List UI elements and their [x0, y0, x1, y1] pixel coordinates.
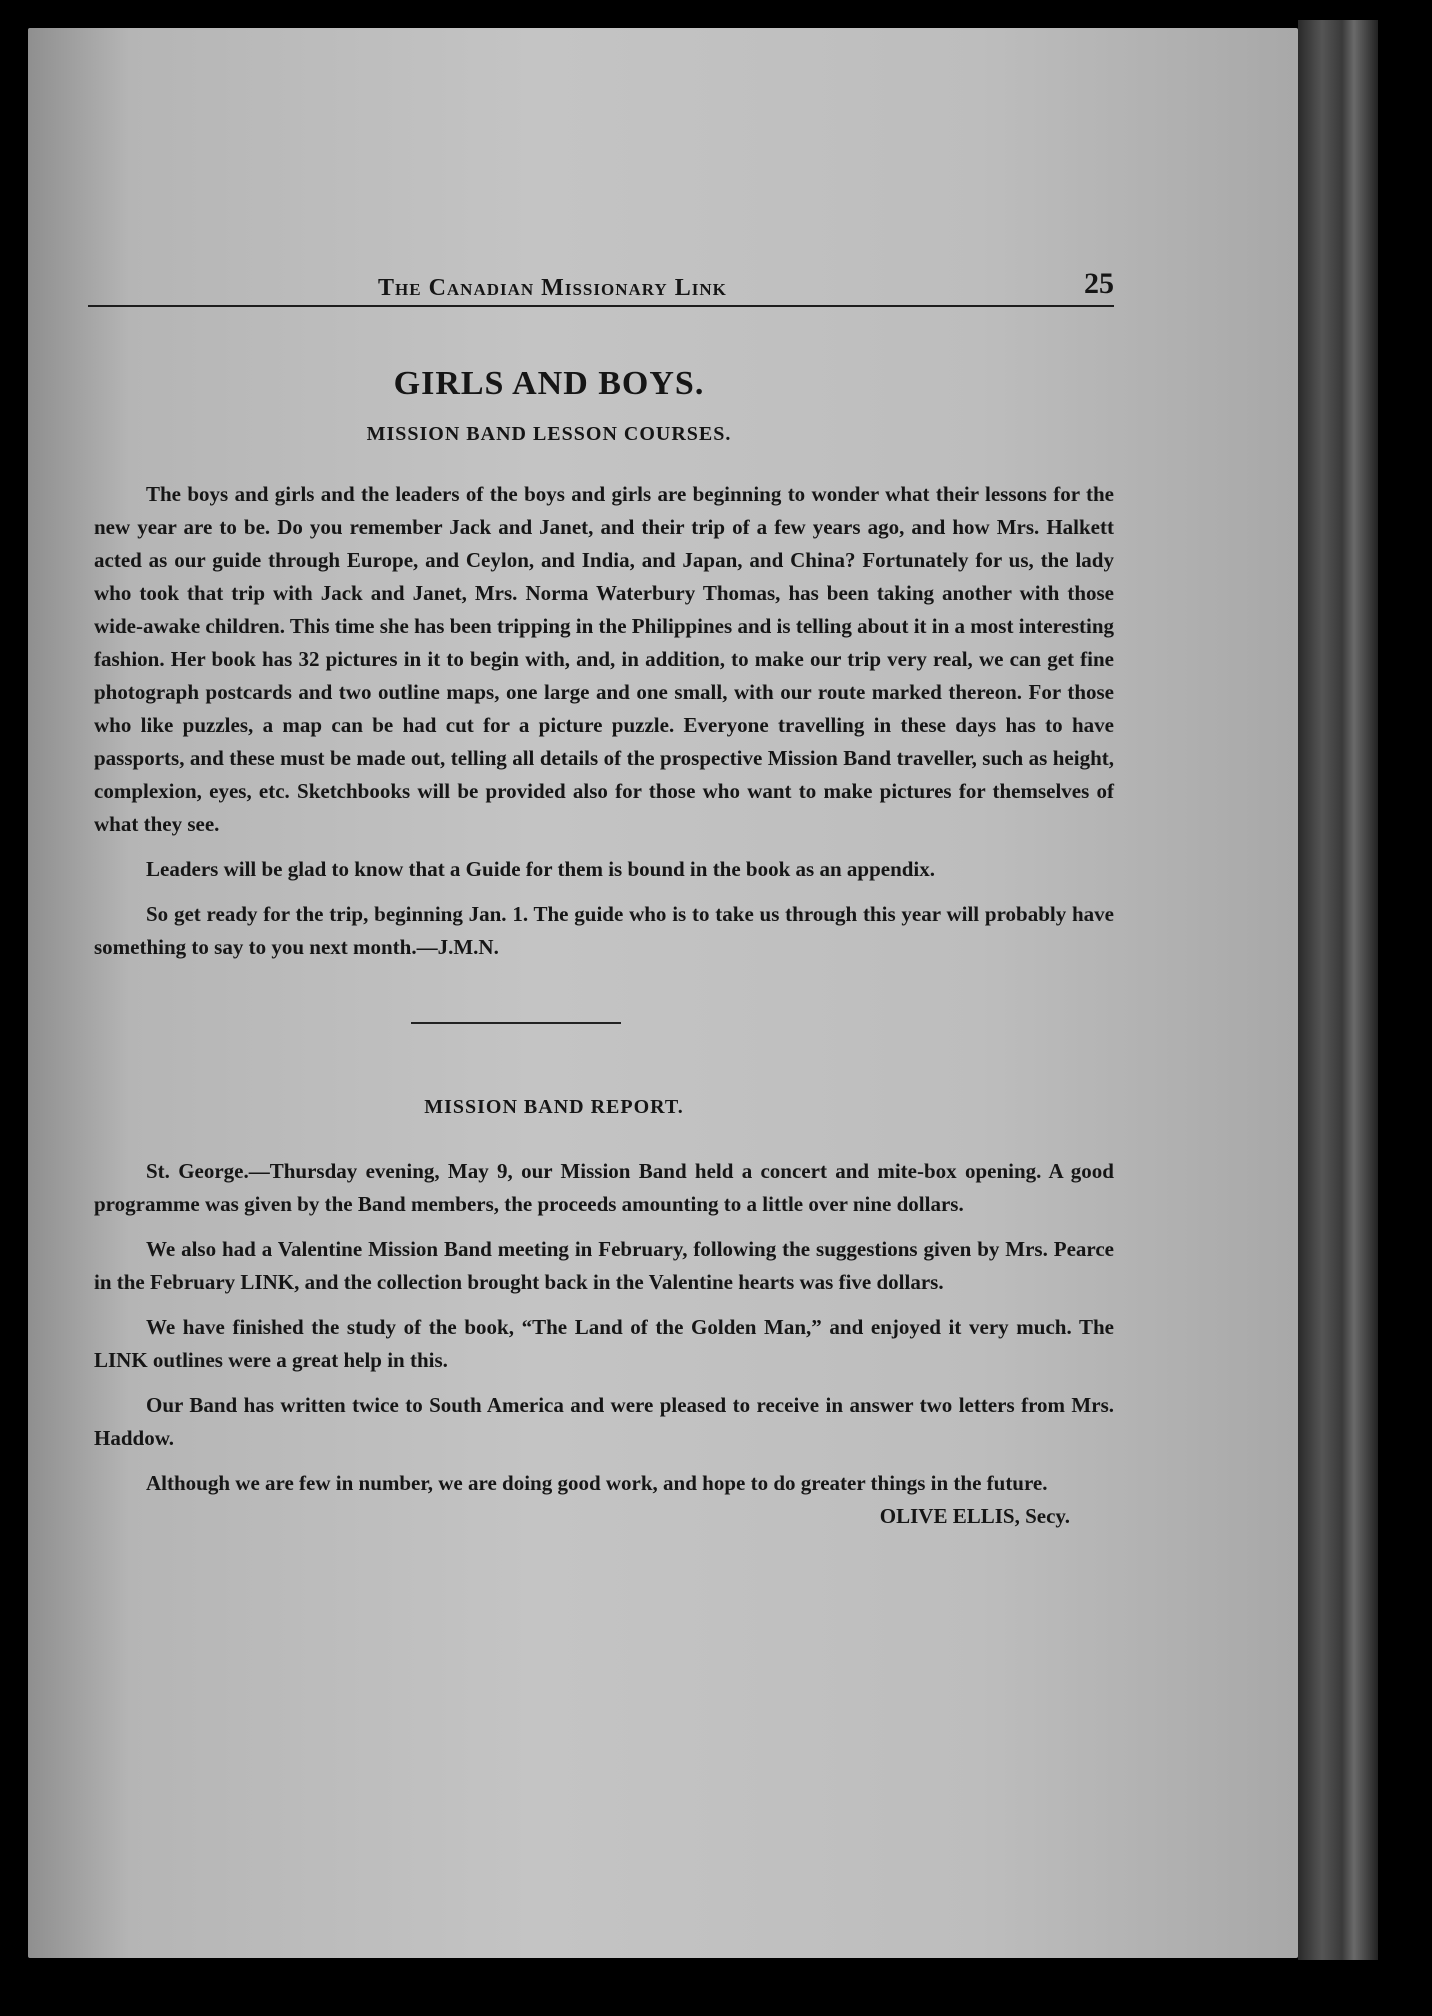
report-place: St. George.: [146, 1159, 249, 1183]
page-number: 25: [1084, 267, 1114, 300]
report-first-rest: —Thursday evening, May 9, our Mission Band held a concert and mite-box opening. A good programme was given by the Band members, the proceeds amounting to a little over nine dollars.: [94, 1159, 1114, 1216]
report-title: MISSION BAND REPORT.: [424, 1096, 684, 1118]
report-last-text: Although we are few in number, we are doing good work, and hope to do greater things in the future.: [146, 1471, 1048, 1495]
book-edge: [1298, 20, 1378, 1960]
running-title: The Canadian Missionary Link: [378, 275, 727, 301]
page-content: [94, 265, 1114, 1533]
report-paragraph-3: We have finished the study of the book, “The Land of the Golden Man,” and enjoyed it very much. The LINK outlines were a great help in this.: [94, 1315, 1114, 1372]
lesson-closing-lead: So get ready for the trip, beginning Jan. 1.: [146, 902, 529, 926]
report-signature: OLIVE ELLIS, Secy.: [879, 1504, 1070, 1528]
section-divider: [411, 1022, 621, 1024]
lesson-paragraph-1: The boys and girls and the leaders of the boys and girls are beginning to wonder what their lessons for the new year are to be. Do you remember Jack and Janet, and their trip of a few years ago, and how Mrs. Halkett acted as our guide through Europe, and Ceylon, and India, and Japan, and China? Fortunately for us, the lady who took that trip with Jack and Janet, Mrs. Norma Waterbury Thomas, has been taking another with those wide-awake children. This time she has been tripping in the Philippines and is telling about it in a most interesting fashion. Her book has 32 pictures in it to begin with, and, in addition, to make our trip very real, we can get fine photograph postcards and two outline maps, one large and one small, with our route marked thereon. For those who like puzzles, a map can be had cut for a picture puzzle. Everyone travelling in these days has to have passports, and these must be made out, telling all details of the prospective Mission Band traveller, such as height, complexion, eyes, etc. Sketchbooks will be provided also for those who want to make pictures for themselves of what they see.: [94, 482, 1114, 836]
section-title: GIRLS AND BOYS.: [393, 365, 705, 402]
lesson-courses-title: MISSION BAND LESSON COURSES.: [366, 423, 732, 445]
report-paragraph-1: [94, 1155, 1114, 1221]
running-header: [88, 265, 1114, 307]
lesson-closing-paragraph: [94, 898, 1114, 964]
lesson-paragraph-2: Leaders will be glad to know that a Guide for them is bound in the book as an appendix.: [146, 857, 936, 881]
report-paragraph-2: We also had a Valentine Mission Band meeting in February, following the suggestions given by Mrs. Pearce in the February LINK, and the collection brought back in the Valentine hearts was five dollars.: [94, 1237, 1114, 1294]
report-paragraph-4: Our Band has written twice to South America and were pleased to receive in answer two letters from Mrs. Haddow.: [94, 1393, 1114, 1450]
report-paragraph-5: [94, 1467, 1114, 1528]
lesson-closing-rest: The guide who is to take us through this year will probably have something to say to you next month.—J.M.N.: [94, 902, 1114, 959]
